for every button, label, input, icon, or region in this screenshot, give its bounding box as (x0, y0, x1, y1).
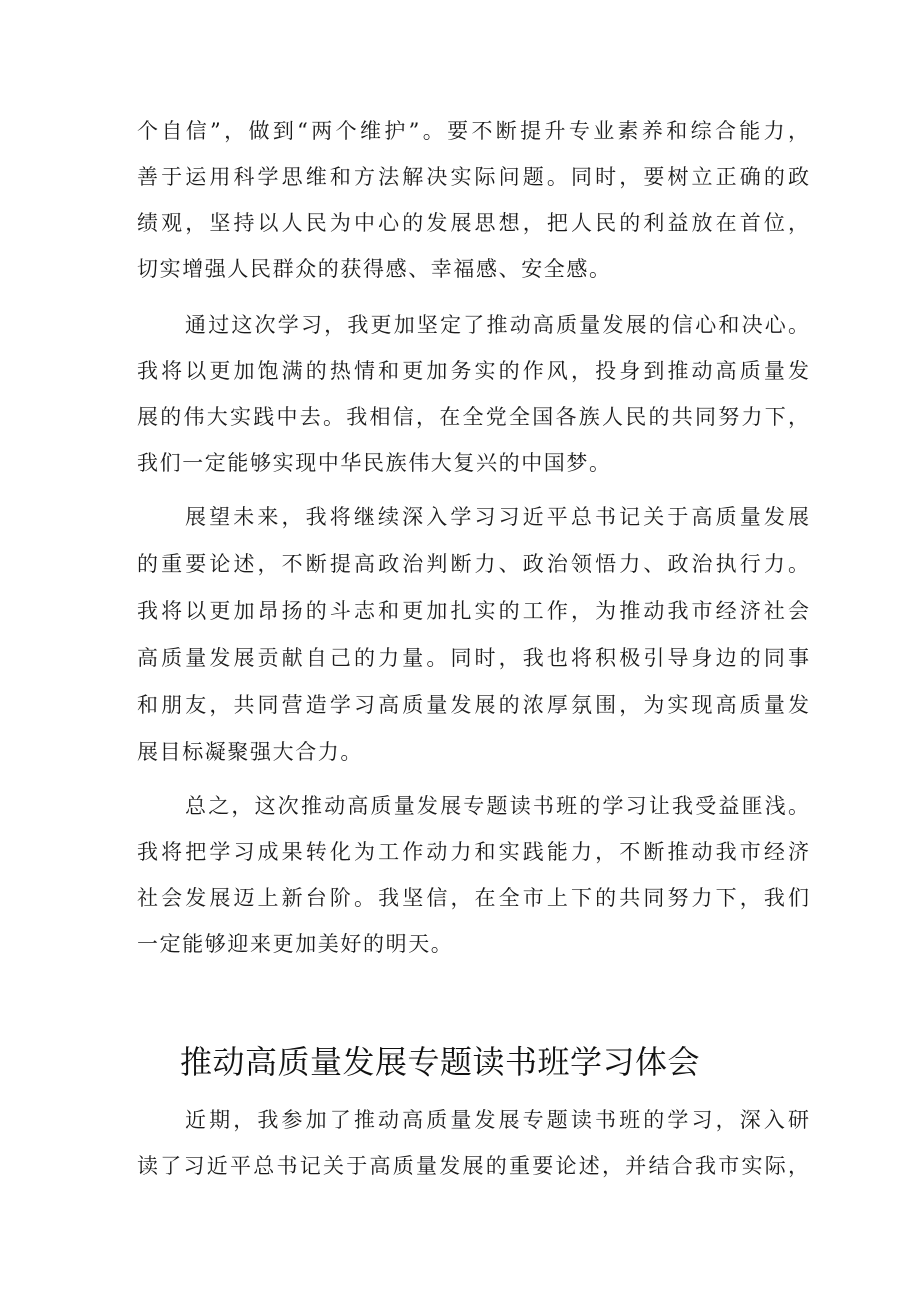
paragraph-3-line-2: 的重要论述，不断提高政治判断力、政治领悟力、政治执行力。 (137, 552, 809, 576)
paragraph-2-line-2: 我将以更加饱满的热情和更加务实的作风，投身到推动高质量发 (137, 359, 809, 383)
paragraph-5-line-2: 读了习近平总书记关于高质量发展的重要论述，并结合我市实际， (137, 1154, 809, 1178)
paragraph-4-line-3: 社会发展迈上新台阶。我坚信，在全市上下的共同努力下，我们 (137, 886, 809, 910)
paragraph-3-line-6: 展目标凝聚强大合力。 (137, 740, 363, 764)
paragraph-3-line-5: 和朋友，共同营造学习高质量发展的浓厚氛围，为实现高质量发 (137, 693, 809, 717)
paragraph-2-line-3: 展的伟大实践中去。我相信，在全党全国各族人民的共同努力下， (137, 405, 809, 429)
paragraph-1-line-1: 个自信”，做到“两个维护”。要不断提升专业素养和综合能力， (137, 119, 809, 143)
paragraph-1-line-2: 善于运用科学思维和方法解决实际问题。同时，要树立正确的政 (137, 165, 809, 189)
paragraph-1-line-4: 切实增强人民群众的获得感、幸福感、安全感。 (137, 257, 612, 281)
paragraph-3-line-3: 我将以更加昂扬的斗志和更加扎实的工作，为推动我市经济社会 (137, 599, 809, 623)
paragraph-4-line-2: 我将把学习成果转化为工作动力和实践能力，不断推动我市经济 (137, 840, 809, 864)
section-title: 推动高质量发展专题读书班学习体会 (180, 1043, 701, 1081)
paragraph-1-line-3: 绩观，坚持以人民为中心的发展思想，把人民的利益放在首位， (137, 211, 809, 235)
paragraph-5-line-1: 近期，我参加了推动高质量发展专题读书班的学习，深入研 (185, 1108, 809, 1132)
paragraph-4-line-4: 一定能够迎来更加美好的明天。 (137, 932, 454, 956)
paragraph-4-line-1: 总之，这次推动高质量发展专题读书班的学习让我受益匪浅。 (185, 794, 809, 818)
paragraph-2-line-4: 我们一定能够实现中华民族伟大复兴的中国梦。 (137, 451, 612, 475)
paragraph-3-line-4: 高质量发展贡献自己的力量。同时，我也将积极引导身边的同事 (137, 646, 809, 670)
paragraph-3-line-1: 展望未来，我将继续深入学习习近平总书记关于高质量发展 (185, 505, 809, 529)
paragraph-2-line-1: 通过这次学习，我更加坚定了推动高质量发展的信心和决心。 (185, 313, 809, 337)
